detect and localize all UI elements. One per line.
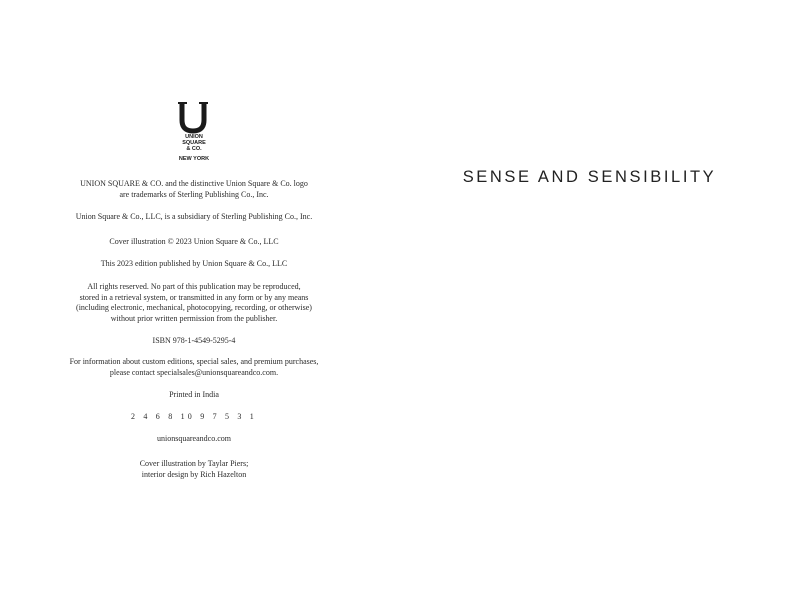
text-line: ISBN 978-1-4549-5295-4 <box>152 336 236 345</box>
text-line: please contact specialsales@unionsquareandco.com. <box>109 367 279 377</box>
title-page <box>393 0 786 600</box>
text-line: are trademarks of Sterling Publishing Co., Inc. <box>119 189 269 199</box>
design-credits <box>40 459 348 480</box>
logo-text-square: SQUARE <box>182 140 206 146</box>
logo-text-new-york: NEW YORK <box>178 156 210 162</box>
trademark-notice <box>40 179 348 200</box>
text-line: stored in a retrieval system, or transmitted in any form or by any means <box>79 292 309 302</box>
text-line: without prior written permission from the publisher. <box>110 313 278 323</box>
text-line: Cover illustration by Taylar Piers; <box>139 459 249 468</box>
book-title: SENSE AND SENSIBILITY <box>462 168 717 186</box>
text-line: Cover illustration © 2023 Union Square & Co., LLC <box>109 237 279 246</box>
isbn <box>40 336 348 347</box>
u-logo-mark <box>178 100 208 134</box>
subsidiary-notice <box>40 212 348 223</box>
text-line: (including electronic, mechanical, photocopying, recording, or otherwise) <box>76 303 312 312</box>
text-line: For information about custom editions, special sales, and premium purchases, <box>69 357 319 366</box>
logo-text-union: UNION <box>185 134 203 140</box>
text-line: interior design by Rich Hazelton <box>141 469 247 479</box>
printing-number-line <box>40 412 348 423</box>
publisher-logo <box>174 100 214 166</box>
text-line: 2 4 6 8 10 9 7 5 3 1 <box>131 412 257 421</box>
printed-in <box>40 390 348 401</box>
text-line: unionsquareandco.com <box>157 434 231 443</box>
edition-notice <box>40 259 348 270</box>
website <box>40 434 348 445</box>
cover-copyright <box>40 237 348 248</box>
text-line: Printed in India <box>169 390 219 399</box>
rights-notice <box>40 282 348 324</box>
logo-text-co: & CO. <box>186 146 202 152</box>
text-line: Union Square & Co., LLC, is a subsidiary of Sterling Publishing Co., Inc. <box>75 212 313 221</box>
special-sales-notice <box>40 357 348 378</box>
text-line: This 2023 edition published by Union Square & Co., LLC <box>100 259 288 268</box>
text-line: UNION SQUARE & CO. and the distinctive Union Square & Co. logo <box>80 179 308 188</box>
text-line: All rights reserved. No part of this publication may be reproduced, <box>87 282 301 291</box>
